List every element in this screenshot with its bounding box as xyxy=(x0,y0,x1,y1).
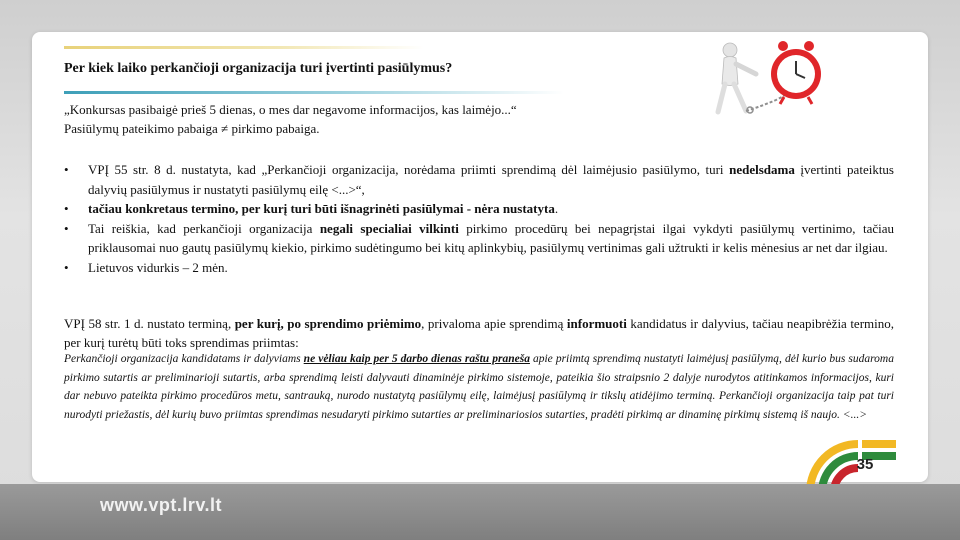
intro-quote: „Konkursas pasibaigė prieš 5 dienas, o mes dar negavome informacijos, kas laimėjo...“ xyxy=(64,102,517,117)
title-underline xyxy=(64,91,564,94)
bullet-item: • Lietuvos vidurkis – 2 mėn. xyxy=(64,258,894,278)
bullet-item: • VPĮ 55 str. 8 d. nustatyta, kad „Perkančioji organizacija, norėdama priimti sprendimą dėl laimėjusio pasiūlymo, turi nedelsdama įvertinti pateiktus dalyvių pasiūlymus ir nustatyti pasiūlymų eilę <...>“, xyxy=(64,160,894,199)
title-accent-line xyxy=(64,46,424,49)
intro-statement: Pasiūlymų pateikimo pabaiga ≠ pirkimo pabaiga. xyxy=(64,121,320,136)
page-number: 35 xyxy=(856,456,874,473)
figure-chained-to-clock-icon xyxy=(700,38,840,122)
footer-bar xyxy=(0,484,960,540)
bullet-list xyxy=(64,160,894,277)
bullet-item: • Tai reiškia, kad perkančioji organizacija negali specialiai vilkinti pirkimo procedūrų bei nepagrįstai ilgai vykdyti pasiūlymų vertinimo, tačiau priklausomai nuo gautų pasiūlymų kiekio, pirkimo sudėtingumo bei kitų aplinkybių, pasiūlymų vertinimas gali užtrukti ir kelis mėnesius ar net dar ilgiau. xyxy=(64,219,894,258)
law-quote: Perkančioji organizacija kandidatams ir dalyviams ne vėliau kaip per 5 darbo dienas raštu praneša apie priimtą sprendimą nustatyti laimėjusį pasiūlymą, dėl kurio bus sudaroma pirkimo sutartis ar preliminarioji sutartis, arba sprendimą leisti dalyvauti dinaminėje pirkimo sistemoje, pateikia šio straipsnio 2 dalyje nurodytos atitinkamos informacijos, kuri dar nebuvo pateikta pirkimo procedūros metu, santrauką, nurodo nustatytą pasiūlymų eilę, laimėjusį pasiūlymą ir tikslų atidėjimo terminą. Perkančioji organizacija taip pat turi nurodyti priežastis, dėl kurių buvo priimtas sprendimas nesudaryti pirkimo sutarties ar preliminariosios sutarties, pradėti pirkimą ar dinaminę pirkimų sistemą iš naujo. <...> xyxy=(64,353,894,421)
law-paragraph: VPĮ 58 str. 1 d. nustato terminą, per kurį, po sprendimo priėmimo, privaloma apie sprendimą informuoti kandidatus ir dalyvius, tačiau neapibrėžia termino, per kurį turėtų būti toks sprendimas priimtas: xyxy=(64,316,894,350)
bullet-item: • tačiau konkretaus termino, per kurį turi būti išnagrinėti pasiūlymai - nėra nustatyta. xyxy=(64,199,894,219)
slide-title: Per kiek laiko perkančioji organizacija turi įvertinti pasiūlymus? xyxy=(64,61,453,76)
footer-url[interactable]: www.vpt.lrv.lt xyxy=(100,495,223,515)
